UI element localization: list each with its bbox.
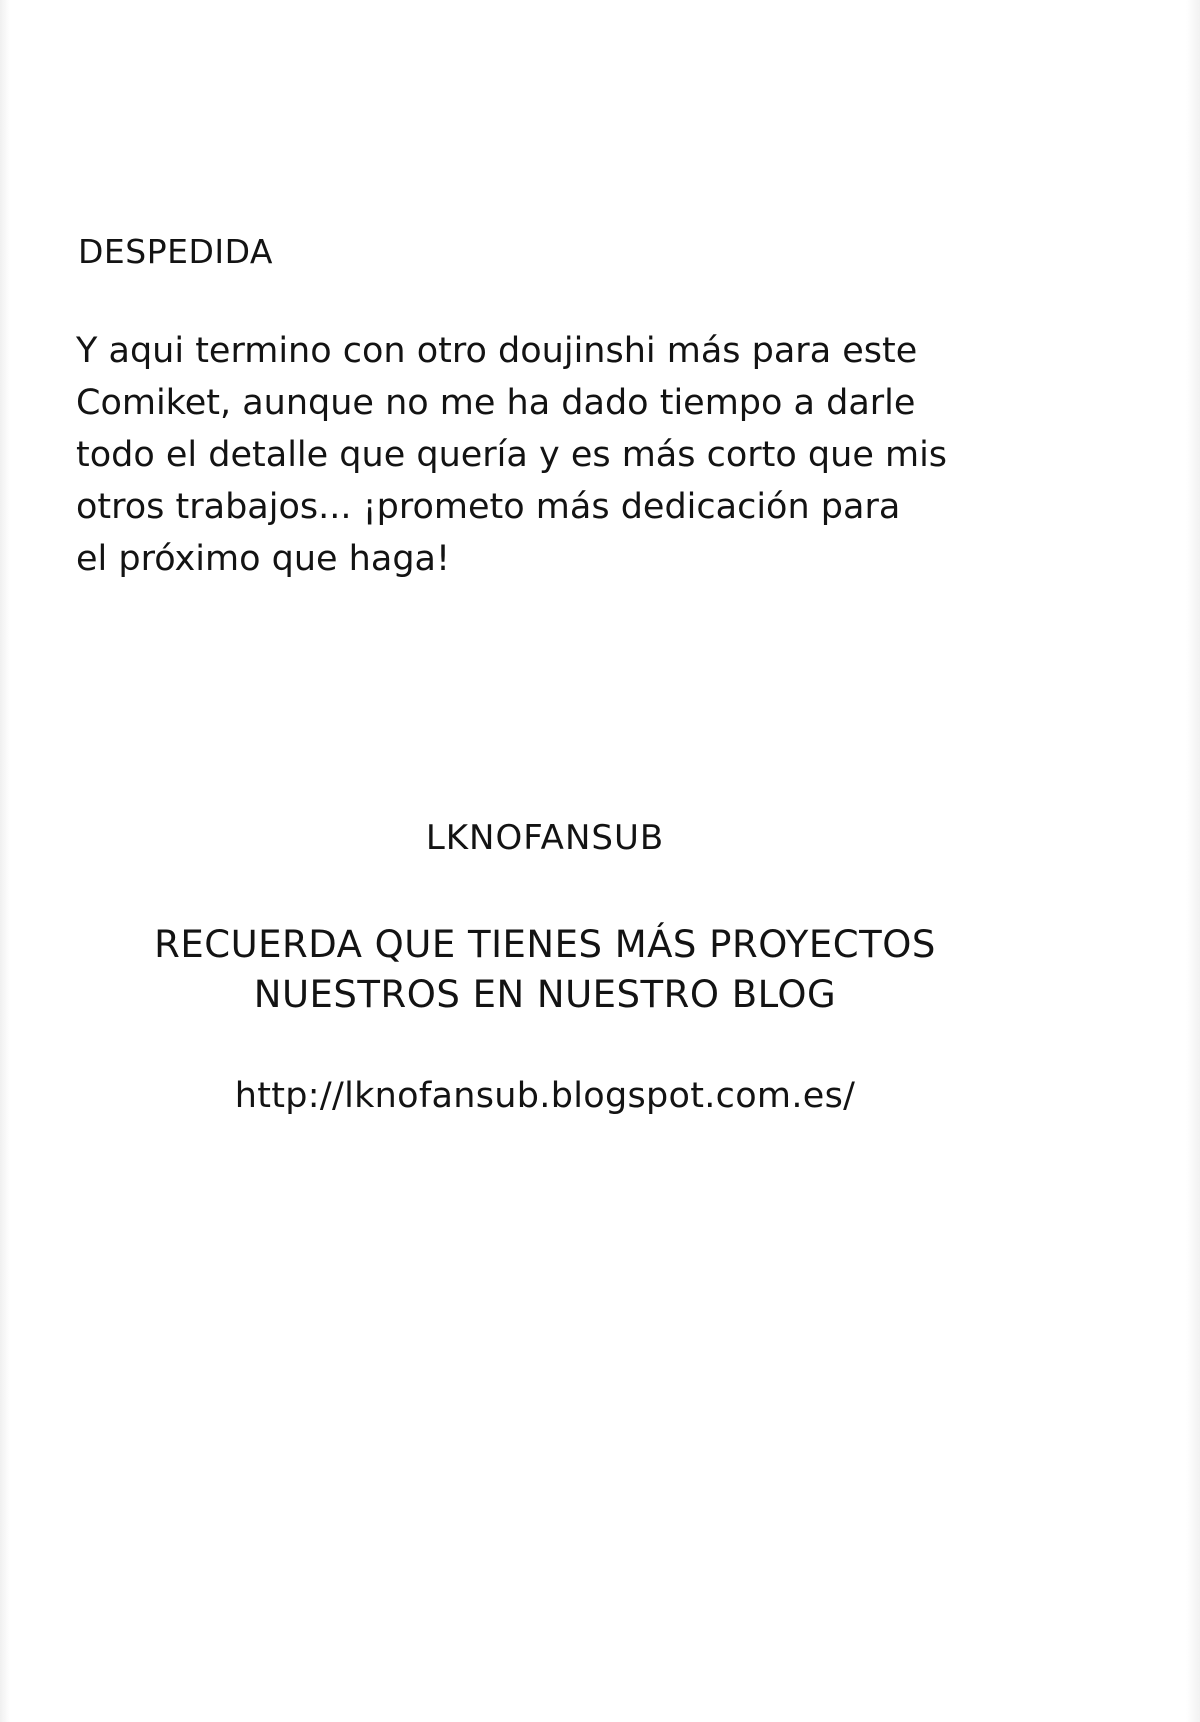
afterword-paragraph — [76, 325, 1066, 585]
scanlation-group-name: LKNOFANSUB — [425, 818, 665, 858]
credits-note-line: RECUERDA QUE TIENES MÁS PROYECTOS — [154, 923, 936, 966]
paragraph-line: Comiket, aunque no me ha dado tiempo a darle — [76, 383, 916, 423]
afterword-heading: DESPEDIDA — [78, 232, 274, 271]
credits-note — [0, 920, 1090, 1020]
paragraph-line: otros trabajos... ¡prometo más dedicación para — [76, 487, 901, 527]
credits-block — [0, 818, 1090, 1116]
page-edge-shadow-right — [1186, 0, 1200, 1722]
blog-url[interactable]: http://lknofansub.blogspot.com.es/ — [234, 1076, 856, 1116]
paragraph-line: el próximo que haga! — [76, 539, 451, 579]
credits-note-line: NUESTROS EN NUESTRO BLOG — [253, 973, 837, 1016]
paragraph-line: todo el detalle que quería y es más corto que mis — [76, 435, 948, 475]
paragraph-line: Y aqui termino con otro doujinshi más para este — [76, 331, 918, 371]
